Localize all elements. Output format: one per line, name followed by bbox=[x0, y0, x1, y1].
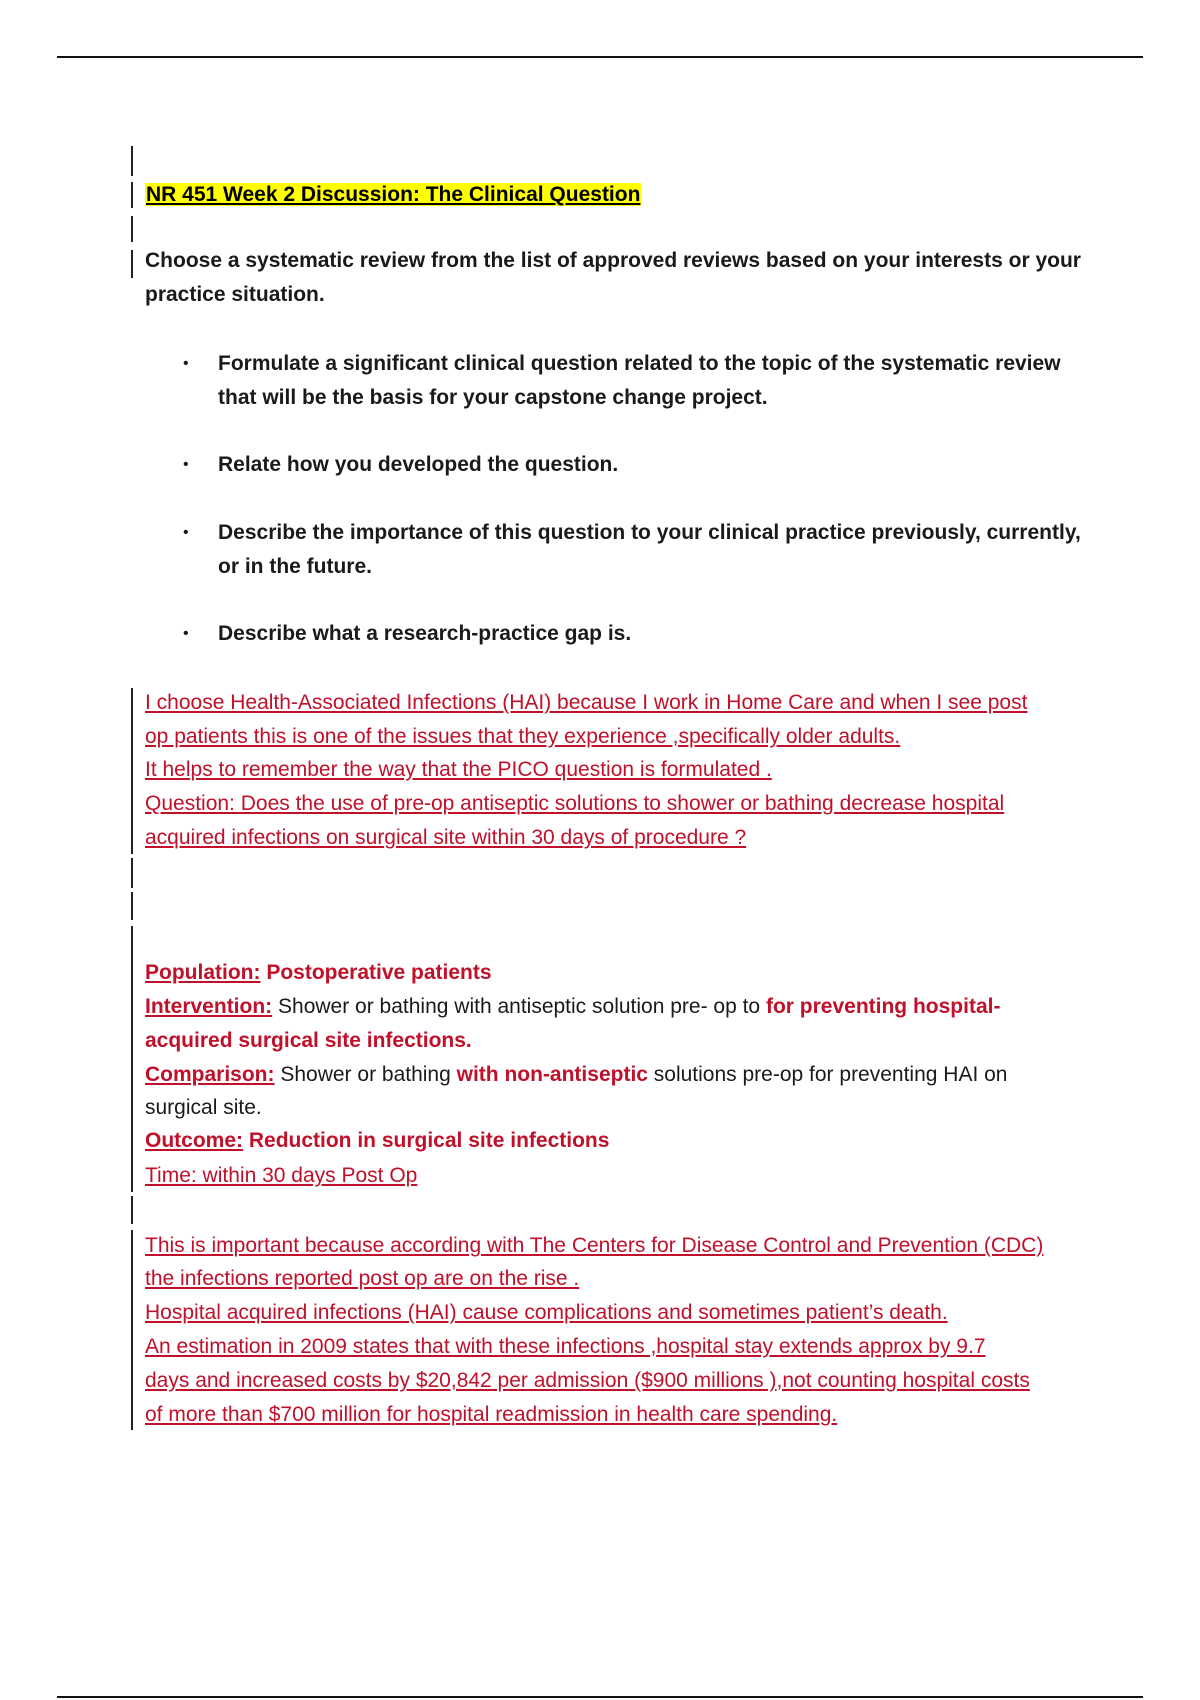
title-text: NR 451 Week 2 Discussion: The Clinical Question bbox=[146, 183, 641, 206]
outcome-value: Reduction in surgical site infections bbox=[243, 1129, 610, 1152]
revision-bar bbox=[131, 688, 133, 854]
revision-bar bbox=[131, 858, 133, 888]
bullet-item-text: Relate how you developed the question. bbox=[218, 453, 619, 476]
header-rule bbox=[57, 56, 1143, 58]
importance-line: An estimation in 2009 states that with these infections ,hospital stay extends approx by 9.7 bbox=[145, 1335, 986, 1358]
bullet-item-text: Formulate a significant clinical question related to the topic of the systematic review bbox=[218, 352, 1061, 375]
bullet-item-text: Describe what a research-practice gap is. bbox=[218, 622, 632, 645]
importance-line: days and increased costs by $20,842 per admission ($900 millions ),not counting hospital costs bbox=[145, 1369, 1030, 1392]
bullet-icon: • bbox=[183, 355, 189, 372]
importance-line: Hospital acquired infections (HAI) cause complications and sometimes patient’s death. bbox=[145, 1301, 948, 1324]
population-label: Population: bbox=[145, 961, 261, 984]
instructions-line: Choose a systematic review from the list of approved reviews based on your interests or your bbox=[145, 249, 1081, 272]
answer-line: acquired infections on surgical site within 30 days of procedure ? bbox=[145, 826, 747, 849]
revision-bar bbox=[131, 926, 133, 1192]
pico-population bbox=[145, 956, 492, 990]
answer-line: It helps to remember the way that the PICO question is formulated . bbox=[145, 758, 772, 781]
revision-bar bbox=[131, 1196, 133, 1224]
pico-intervention bbox=[145, 990, 1000, 1024]
bullet-item-text: that will be the basis for your capstone change project. bbox=[218, 386, 768, 409]
instructions-line: practice situation. bbox=[145, 283, 325, 306]
bullet-item-text: Describe the importance of this question to your clinical practice previously, currently, bbox=[218, 521, 1081, 544]
population-value: Postoperative patients bbox=[260, 961, 492, 984]
comparison-bold: with non-antiseptic bbox=[456, 1063, 648, 1086]
intervention-label: Intervention: bbox=[145, 995, 273, 1018]
importance-line: of more than $700 million for hospital readmission in health care spending. bbox=[145, 1403, 838, 1426]
revision-bar bbox=[131, 1230, 133, 1430]
intervention-line2: acquired surgical site infections. bbox=[145, 1029, 472, 1052]
answer-line: I choose Health-Associated Infections (HAI) because I work in Home Care and when I see post bbox=[145, 691, 1028, 714]
bullet-item-text: or in the future. bbox=[218, 555, 372, 578]
intervention-bold: for preventing hospital- bbox=[765, 995, 1001, 1018]
importance-line: the infections reported post op are on the rise . bbox=[145, 1267, 580, 1290]
pico-outcome bbox=[145, 1124, 609, 1158]
comparison-text: solutions pre-op for preventing HAI on bbox=[647, 1063, 1008, 1086]
revision-bar bbox=[131, 182, 133, 208]
bullet-icon: • bbox=[183, 625, 189, 642]
revision-bar bbox=[131, 892, 133, 920]
comparison-line2: surgical site. bbox=[145, 1096, 262, 1119]
bullet-icon: • bbox=[183, 524, 189, 541]
answer-line: Question: Does the use of pre-op antiseptic solutions to shower or bathing decrease hospital bbox=[145, 792, 1005, 815]
footer-rule bbox=[57, 1696, 1143, 1698]
pico-time: Time: within 30 days Post Op bbox=[145, 1164, 418, 1187]
answer-line: op patients this is one of the issues that they experience ,specifically older adults. bbox=[145, 725, 901, 748]
document-title bbox=[145, 178, 641, 212]
bullet-icon: • bbox=[183, 456, 189, 473]
importance-line: This is important because according with The Centers for Disease Control and Prevention (CDC) bbox=[145, 1234, 1044, 1257]
comparison-label: Comparison: bbox=[145, 1063, 275, 1086]
revision-bar bbox=[131, 216, 133, 242]
comparison-text: Shower or bathing bbox=[274, 1063, 457, 1086]
revision-bar bbox=[131, 250, 133, 278]
intervention-text: Shower or bathing with antiseptic solution pre- op to bbox=[272, 995, 766, 1018]
pico-comparison bbox=[145, 1058, 1008, 1092]
revision-bar bbox=[131, 146, 133, 176]
outcome-label: Outcome: bbox=[145, 1129, 244, 1152]
